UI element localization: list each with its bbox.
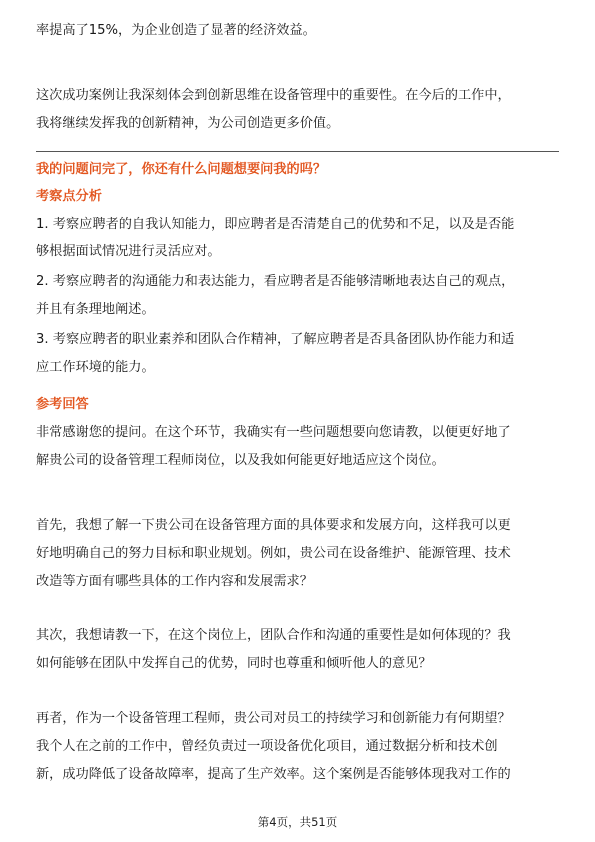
analysis-line: 1. 考察应聘者的自我认知能力，即应聘者是否清楚自己的优势和不足，以及是否能 xyxy=(36,217,515,232)
answer-line: 其次，我想请教一下，在这个岗位上，团队合作和沟通的重要性是如何体现的？我 xyxy=(36,628,511,643)
analysis-line: 够根据面试情况进行灵活应对。 xyxy=(36,244,221,259)
answer-line: 如何能够在团队中发挥自己的优势，同时也尊重和倾听他人的意见？ xyxy=(36,656,432,671)
body-line: 率提高了15%，为企业创造了显著的经济效益。 xyxy=(36,23,316,38)
page-number-footer: 第4页，共51页 xyxy=(257,815,338,829)
answer-line: 首先，我想了解一下贵公司在设备管理方面的具体要求和发展方向，这样我可以更 xyxy=(36,518,511,533)
answer-line: 好地明确自己的努力目标和职业规划。例如，贵公司在设备维护、能源管理、技术 xyxy=(36,546,511,561)
body-line: 我将继续发挥我的创新精神，为公司创造更多价值。 xyxy=(36,116,340,131)
answer-line: 我个人在之前的工作中，曾经负责过一项设备优化项目，通过数据分析和技术创 xyxy=(36,739,498,754)
body-line: 这次成功案例让我深刻体会到创新思维在设备管理中的重要性。在今后的工作中， xyxy=(36,88,511,103)
section-divider xyxy=(36,151,559,152)
answer-line: 改造等方面有哪些具体的工作内容和发展需求？ xyxy=(36,574,313,589)
answer-heading: 参考回答 xyxy=(36,397,89,412)
answer-line: 再者，作为一个设备管理工程师，贵公司对员工的持续学习和创新能力有何期望？ xyxy=(36,711,511,726)
analysis-heading: 考察点分析 xyxy=(36,189,102,204)
answer-line: 非常感谢您的提问。在这个环节，我确实有一些问题想要向您请教，以便更好地了 xyxy=(36,425,511,440)
answer-line: 解贵公司的设备管理工程师岗位，以及我如何能更好地适应这个岗位。 xyxy=(36,453,445,468)
question-heading: 我的问题问完了，你还有什么问题想要问我的吗？ xyxy=(36,162,327,177)
analysis-line: 应工作环境的能力。 xyxy=(36,360,155,375)
analysis-line: 2. 考察应聘者的沟通能力和表达能力，看应聘者是否能够清晰地表达自己的观点， xyxy=(36,274,515,289)
answer-line: 新，成功降低了设备故障率，提高了生产效率。这个案例是否能够体现我对工作的 xyxy=(36,767,511,782)
analysis-line: 并且有条理地阐述。 xyxy=(36,302,155,317)
analysis-line: 3. 考察应聘者的职业素养和团队合作精神，了解应聘者是否具备团队协作能力和适 xyxy=(36,332,515,347)
